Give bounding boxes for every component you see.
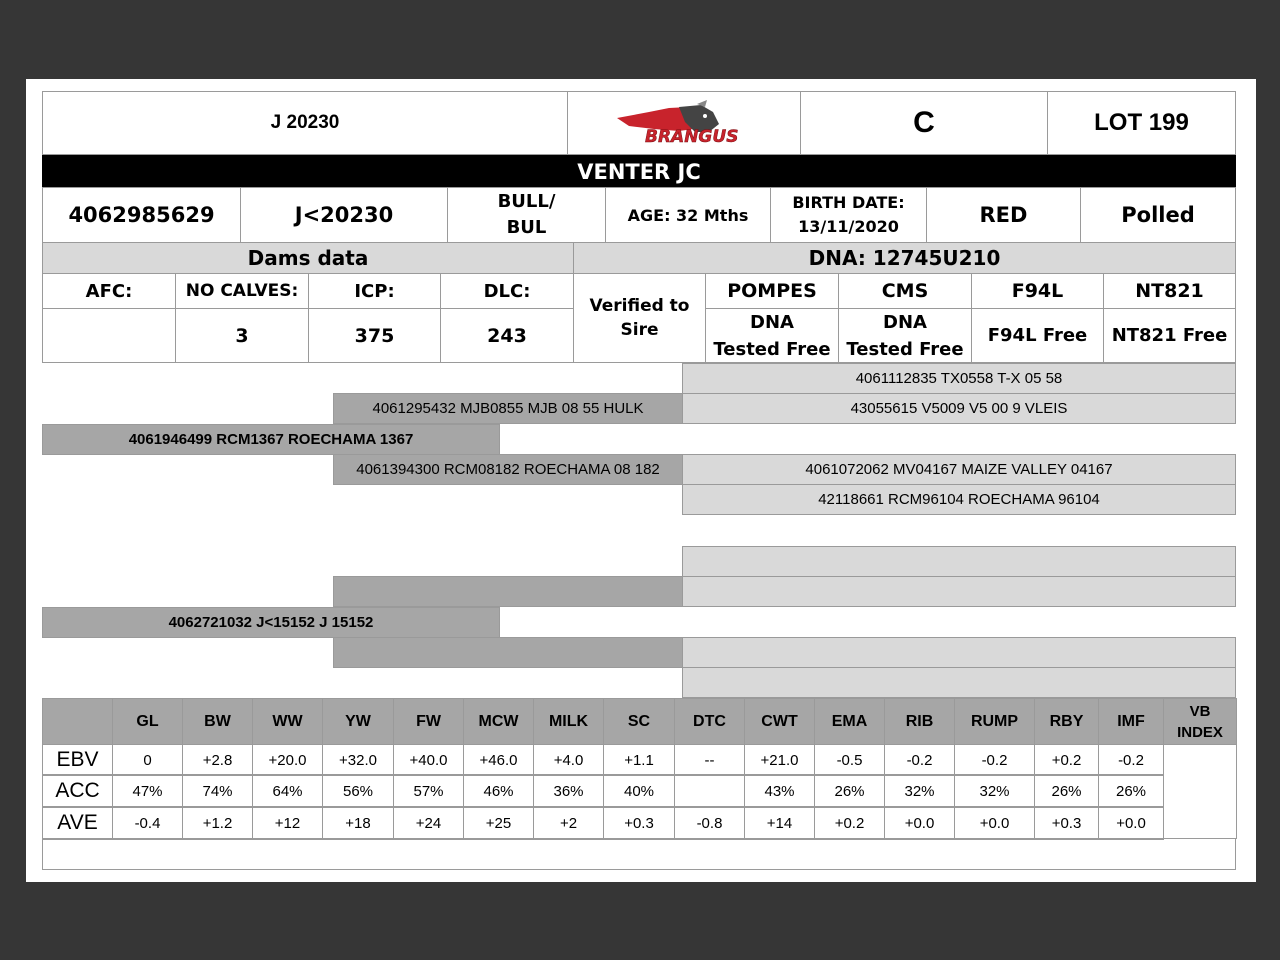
ebv-cell: +0.3	[603, 806, 675, 840]
ebv-cell: 57%	[393, 774, 464, 808]
birth-date-label: BIRTH DATE:	[792, 193, 905, 212]
ebv-col-dtc: DTC	[674, 698, 745, 745]
ebv-col-yw: YW	[322, 698, 394, 745]
ebv-cell: +18	[322, 806, 394, 840]
catalog-card	[26, 79, 1256, 882]
dna-result-cms: DNA Tested Free	[838, 308, 972, 363]
pedigree-dam: 4062721032 J<15152 J 15152	[42, 607, 500, 638]
ebv-cell: +1.2	[182, 806, 253, 840]
ebv-row-ebv-label: EBV	[42, 744, 113, 776]
ebv-col-mcw: MCW	[463, 698, 534, 745]
ebv-cell: -0.8	[674, 806, 745, 840]
animal-id: 4062985629	[42, 187, 241, 243]
ebv-cell: 46%	[463, 774, 534, 808]
dams-title: Dams data	[42, 242, 574, 274]
ebv-cell: +46.0	[463, 744, 534, 776]
pedigree-sire-dam-dam: 42118661 RCM96104 ROECHAMA 96104	[682, 484, 1236, 515]
ebv-col-bw: BW	[182, 698, 253, 745]
dna-test-cms: CMS	[838, 273, 972, 309]
animal-name: J<20230	[240, 187, 448, 243]
no-calves-label: NO CALVES:	[175, 273, 309, 309]
ebv-col-rby: RBY	[1034, 698, 1099, 745]
ebv-cell: 56%	[322, 774, 394, 808]
pedigree-sire-sire-sire: 4061112835 TX0558 T-X 05 58	[682, 363, 1236, 394]
ebv-col-ema: EMA	[814, 698, 885, 745]
ebv-cell: +12	[252, 806, 323, 840]
no-calves-value: 3	[175, 308, 309, 363]
dlc-value: 243	[440, 308, 574, 363]
ebv-cell: -0.5	[814, 744, 885, 776]
tag-number: J 20230	[42, 91, 568, 155]
ebv-col-rib: RIB	[884, 698, 955, 745]
dna-title: DNA: 12745U210	[573, 242, 1236, 274]
birth-date-cell	[770, 187, 927, 243]
ebv-cell: +0.2	[814, 806, 885, 840]
pedigree-dam-dam	[333, 637, 683, 668]
ebv-cell: +14	[744, 806, 815, 840]
ebv-cell: 74%	[182, 774, 253, 808]
ebv-cell: 32%	[954, 774, 1035, 808]
breeder-name: VENTER JC	[42, 155, 1236, 188]
afc-value	[42, 308, 176, 363]
ebv-cell: +24	[393, 806, 464, 840]
pedigree-dam-sire-dam	[682, 576, 1236, 607]
ebv-col-gl: GL	[112, 698, 183, 745]
pedigree-sire-sire: 4061295432 MJB0855 MJB 08 55 HULK	[333, 393, 683, 424]
ebv-cell: -0.4	[112, 806, 183, 840]
ebv-cell: 43%	[744, 774, 815, 808]
pedigree-sire-dam-sire: 4061072062 MV04167 MAIZE VALLEY 04167	[682, 454, 1236, 485]
ebv-cell: +0.0	[954, 806, 1035, 840]
ebv-row-acc-label: ACC	[42, 774, 113, 808]
ebv-cell: -0.2	[884, 744, 955, 776]
dna-result-pompes: DNA Tested Free	[705, 308, 839, 363]
ebv-cell	[674, 774, 745, 808]
dlc-label: DLC:	[440, 273, 574, 309]
ebv-col-cwt: CWT	[744, 698, 815, 745]
pedigree-dam-sire	[333, 576, 683, 607]
lot-number: LOT 199	[1047, 91, 1236, 155]
ebv-cell: -0.2	[1098, 744, 1164, 776]
ebv-col-vb-index: VB INDEX	[1163, 698, 1237, 745]
horn-status: Polled	[1080, 187, 1236, 243]
ebv-cell: 40%	[603, 774, 675, 808]
ebv-col-imf: IMF	[1098, 698, 1164, 745]
pedigree-dam-sire-sire	[682, 546, 1236, 577]
ebv-col-rump: RUMP	[954, 698, 1035, 745]
dna-test-pompes: POMPES	[705, 273, 839, 309]
ebv-col-fw: FW	[393, 698, 464, 745]
icp-label: ICP:	[308, 273, 441, 309]
icp-value: 375	[308, 308, 441, 363]
brangus-logo	[567, 91, 801, 155]
pedigree-sire: 4061946499 RCM1367 ROECHAMA 1367	[42, 424, 500, 455]
ebv-cell: +32.0	[322, 744, 394, 776]
ebv-cell: 26%	[1034, 774, 1099, 808]
ebv-cell: 26%	[1098, 774, 1164, 808]
ebv-cell: +21.0	[744, 744, 815, 776]
ebv-cell: --	[674, 744, 745, 776]
ebv-cell: +20.0	[252, 744, 323, 776]
ebv-cell: +25	[463, 806, 534, 840]
animal-sex: BULL/ BUL	[447, 187, 606, 243]
afc-label: AFC:	[42, 273, 176, 309]
ebv-cell: +0.2	[1034, 744, 1099, 776]
dna-result-f94l: F94L Free	[971, 308, 1104, 363]
ebv-col-sc: SC	[603, 698, 675, 745]
pedigree-sire-sire-dam: 43055615 V5009 V5 00 9 VLEIS	[682, 393, 1236, 424]
ebv-cell: 36%	[533, 774, 604, 808]
verified-to-sire: Verified to Sire	[573, 273, 706, 363]
animal-age: AGE: 32 Mths	[605, 187, 771, 243]
ebv-cell: 0	[112, 744, 183, 776]
pedigree-dam-dam-sire	[682, 637, 1236, 668]
ebv-cell: +2.8	[182, 744, 253, 776]
ebv-cell: 26%	[814, 774, 885, 808]
ebv-cell: +2	[533, 806, 604, 840]
logo-text: BRANGUS	[645, 127, 739, 147]
ebv-cell: +0.0	[884, 806, 955, 840]
ebv-cell: +4.0	[533, 744, 604, 776]
ebv-col-milk: MILK	[533, 698, 604, 745]
ebv-cell: +40.0	[393, 744, 464, 776]
ebv-row-ave-label: AVE	[42, 806, 113, 840]
ebv-cell: +1.1	[603, 744, 675, 776]
animal-color: RED	[926, 187, 1081, 243]
ebv-cell: -0.2	[954, 744, 1035, 776]
grade: C	[800, 91, 1048, 155]
dna-result-nt821: NT821 Free	[1103, 308, 1236, 363]
dna-test-f94l: F94L	[971, 273, 1104, 309]
ebv-cell: +0.3	[1034, 806, 1099, 840]
vb-index-value	[1163, 744, 1237, 839]
footer-row	[42, 838, 1236, 870]
bull-head-icon	[609, 98, 759, 148]
pedigree-dam-dam-dam	[682, 667, 1236, 698]
ebv-corner	[42, 698, 113, 745]
ebv-cell: 64%	[252, 774, 323, 808]
ebv-cell: +0.0	[1098, 806, 1164, 840]
ebv-col-ww: WW	[252, 698, 323, 745]
pedigree-sire-dam: 4061394300 RCM08182 ROECHAMA 08 182	[333, 454, 683, 485]
ebv-cell: 47%	[112, 774, 183, 808]
dna-test-nt821: NT821	[1103, 273, 1236, 309]
birth-date: 13/11/2020	[798, 217, 899, 236]
ebv-cell: 32%	[884, 774, 955, 808]
